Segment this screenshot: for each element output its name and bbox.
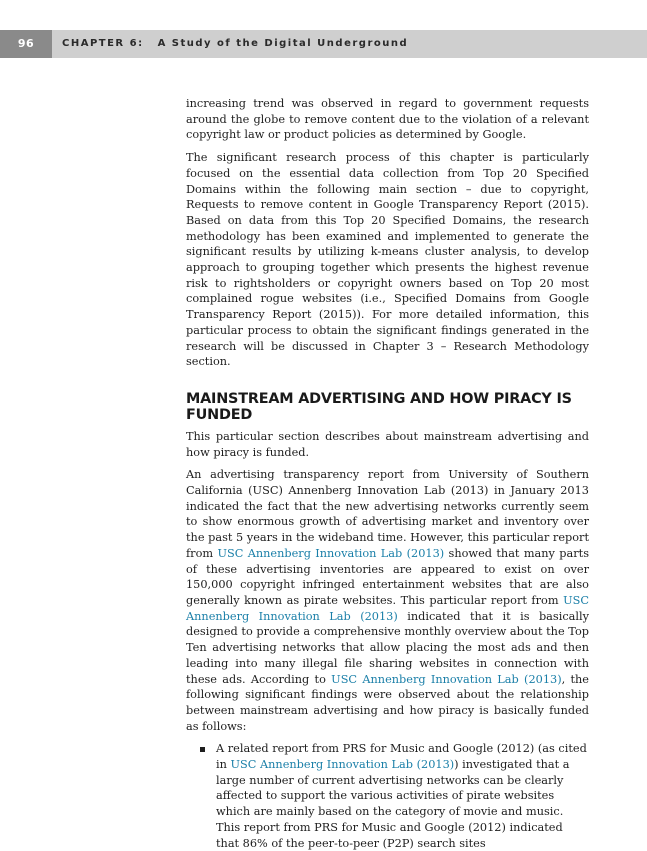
text-segment: A related report from PRS for Music and Google (2012) (as cited in [216, 742, 587, 772]
list-item [186, 741, 589, 851]
text-segment: An advertising transparency report from University of Southern California (USC) Annenberg Innovation Lab (2013) in January 2013 indicated the fact that the new advertising networks currently seem to show enormous growth of advertising market and inventory over the past 5 years in the wideband time. However, this particular report from [186, 468, 589, 560]
paragraph-section-intro: This particular section describes about mainstream advertising and how piracy is funded. [186, 429, 589, 459]
text-segment: showed that many parts of these advertising inventories are appeared to exist on over 150,000 copyright infringed entertainment websites that are also generally known as pirate websites. This particular report from [186, 546, 589, 607]
citation-link[interactable]: USC Annenberg Innovation Lab (2013) [331, 672, 562, 686]
square-bullet-icon [200, 747, 205, 752]
chapter-label: CHAPTER 6: [62, 38, 144, 49]
running-head-text [62, 30, 408, 58]
citation-link[interactable]: USC Annenberg Innovation Lab (2013) [230, 758, 455, 772]
paragraph-continued: increasing trend was observed in regard to government requests around the globe to remove content due to the violation of a relevant copyright law or product policies as determined by Google. [186, 97, 589, 142]
text-segment: indicated that it is basically designed to provide a comprehensive monthly overview about the Top Ten advertising networks that allow placing the most ads and then leading into many illegal file sharing websites in connection with these ads. According to [186, 609, 589, 686]
citation-link[interactable]: USC Annenberg Innovation Lab (2013) [186, 593, 589, 623]
citation-link[interactable]: USC Annenberg Innovation Lab (2013) [217, 546, 445, 560]
text-segment: , the following significant findings were observed about the relationship between mainstream advertising and how piracy is basically funded as follows: [186, 672, 589, 733]
page-body [186, 96, 589, 851]
paragraph-transparency-report [186, 467, 589, 734]
paragraph-research-process: The significant research process of this chapter is particularly focused on the essential data collection from Top 20 Specified Domains within the following main section – due to copyright, Requests to remove content in Google Transparency Report (2015). Based on data from this Top 20 Specified Domains, the research methodology has been examined and implemented to generate the significant results by utilizing k-means cluster analysis, to develop approach to grouping together which presents the highest revenue risk to rightsholders or copyright owners based on Top 20 most complained rogue websites (i.e., Specified Domains from Google Transparency Report (2015)). For more detailed information, this particular process to obtain the significant findings generated in the research will be discussed in Chapter 3 – Research Methodology section. [186, 151, 589, 369]
text-segment: ) investigated that a large number of current advertising networks can be clearly affected to support the various activities of pirate websites which are mainly based on the category of movie and music. This report from PRS for Music and Google (2012) indicated that 86% of the peer-to-peer (P2P) search sites [216, 758, 570, 850]
findings-list [186, 741, 589, 851]
section-heading: MAINSTREAM ADVERTISING AND HOW PIRACY IS FUNDED [186, 390, 572, 424]
page-number: 96 [0, 30, 52, 58]
running-header [0, 30, 647, 58]
chapter-title: A Study of the Digital Underground [157, 38, 409, 49]
